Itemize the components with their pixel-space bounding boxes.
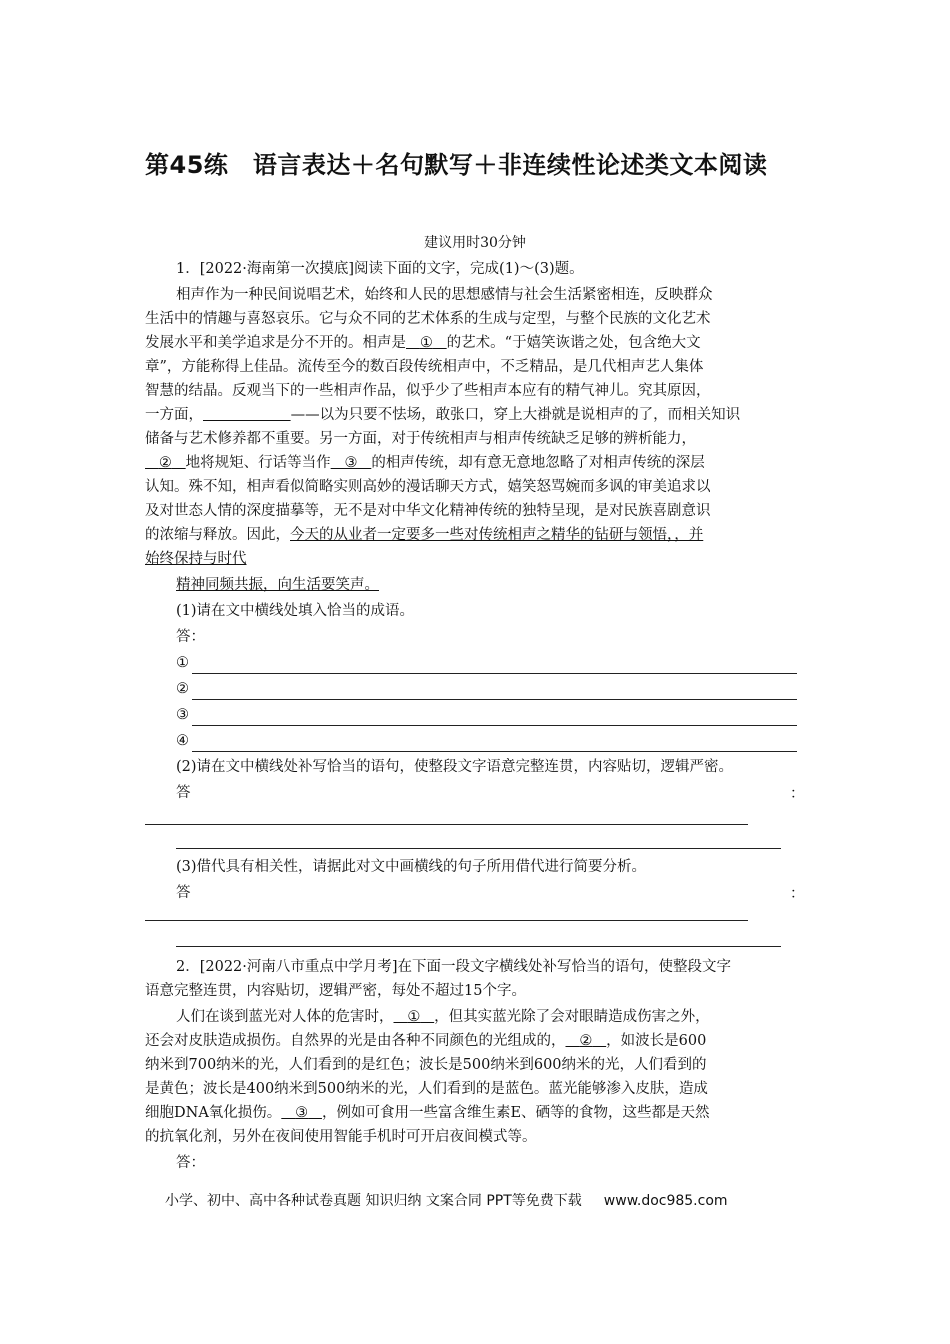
sub2-answer-line-1[interactable]: [145, 824, 748, 825]
q2-blank-3: ③: [295, 1105, 309, 1121]
q2-blank-2: ②: [579, 1033, 593, 1049]
q1-answer-label: 答：: [176, 629, 205, 645]
q1-sub2: (2)请在文中横线处补写恰当的语句，使整段文字语意完整连贯，内容贴切，逻辑严密。: [176, 759, 734, 775]
blank-3: ③: [344, 455, 358, 471]
q1-passage-line-1: 相声作为一种民间说唱艺术，始终和人民的思想感情与社会生活紧密相连，反映群众: [176, 287, 713, 303]
footer-url[interactable]: www.doc985.com: [603, 1193, 728, 1209]
blank-sentence: [203, 404, 291, 426]
page-title: 第45练 语言表达＋名句默写＋非连续性论述类文本阅读: [145, 151, 768, 179]
suggested-time: 建议用时30分钟: [424, 235, 526, 251]
q1-passage-line-11: 的浓缩与释放。因此，今天的从业者一定要多一些对传统相声之精华的钻研与领悟，，并: [145, 527, 704, 543]
q1-passage-line-4: 章”，方能称得上佳品。流传至今的数百段传统相声中，不乏精品，是几代相声艺人集体: [145, 359, 704, 375]
q2-header-2: 语意完整连贯，内容贴切，逻辑严密，每处不超过15个字。: [145, 983, 526, 999]
q1-sub3: (3)借代具有相关性，请据此对文中画横线的句子所用借代进行简要分析。: [176, 859, 647, 875]
colon-mark: ：: [790, 786, 805, 802]
sub3-answer-line-1[interactable]: [145, 920, 748, 921]
q2-passage-line-4: 是黄色；波长是400纳米到500纳米的光，人们看到的是蓝色。蓝光能够渗入皮肤，造成: [145, 1081, 708, 1097]
q2-passage-line-1: 人们在谈到蓝光对人体的危害时， ① ，但其实蓝光除了会对眼睛造成伤害之外，: [176, 1006, 710, 1028]
q2-passage-line-5: 细胞DNA氧化损伤。 ③ ，例如可食用一些富含维生素E、硒等的食物，这些都是天然: [145, 1102, 710, 1124]
q2-header-1: 2．[2022·河南八市重点中学月考]在下面一段文字横线处补写恰当的语句，使整段文字: [176, 959, 732, 975]
answer-line-2[interactable]: [192, 699, 797, 700]
blank-1: ①: [419, 335, 433, 351]
q1-header: 1．[2022·海南第一次摸底]阅读下面的文字，完成(1)～(3)题。: [176, 261, 584, 277]
answer-line-4[interactable]: [192, 751, 797, 752]
q1-sub1: (1)请在文中横线处填入恰当的成语。: [176, 603, 415, 619]
q1-sub2-answer: 答: [176, 785, 191, 801]
q1-passage-line-2: 生活中的情趣与喜怒哀乐。它与众不同的艺术体系的生成与定型，与整个民族的文化艺术: [145, 311, 711, 327]
q1-passage-line-9: 认知。殊不知，相声看似简略实则高妙的漫话聊天方式，嬉笑怒骂婉而多讽的审美追求以: [145, 479, 711, 495]
q1-passage-line-12: 始终保持与时代: [145, 551, 247, 567]
q1-passage-line-3: 发展水平和美学追求是分不开的。相声是 ① 的艺术。“于嬉笑诙谐之处，包含绝大文: [145, 332, 701, 354]
sub2-answer-line-2[interactable]: [176, 848, 781, 849]
q1-passage-line-8: ② 地将规矩、行话等当作 ③ 的相声传统，却有意无意地忽略了对相声传统的深层: [145, 452, 705, 474]
q1-passage-line-13: 精神同频共振，向生活要笑声。: [176, 577, 379, 593]
sub3-answer-line-2[interactable]: [176, 946, 781, 947]
footer: [165, 1190, 728, 1210]
q1-passage-line-10: 及对世态人情的深度描摹等，无不是对中华文化精神传统的独特呈现，是对民族喜剧意识: [145, 503, 711, 519]
q2-passage-line-2: 还会对皮肤造成损伤。自然界的光是由各种不同颜色的光组成的， ② ，如波长是600: [145, 1030, 706, 1052]
answer-num-4: ④: [176, 733, 189, 749]
q1-sub3-answer: 答: [176, 885, 191, 901]
q1-passage-line-7: 储备与艺术修养都不重要。另一方面，对于传统相声与相声传统缺乏足够的辨析能力，: [145, 431, 696, 447]
underlined-sentence: 今天的从业者一定要多一些对传统相声之精华的钻研与领悟，，并: [290, 527, 704, 543]
answer-num-3: ③: [176, 707, 189, 723]
q2-passage-line-3: 纳米到700纳米的光，人们看到的是红色；波长是500纳米到600纳米的光，人们看到的: [145, 1057, 707, 1073]
q2-answer-label: 答：: [176, 1155, 205, 1171]
q1-passage-line-5: 智慧的结晶。反观当下的一些相声作品，似乎少了些相声本应有的精气神儿。究其原因，: [145, 383, 711, 399]
answer-line-3[interactable]: [192, 725, 797, 726]
q1-passage-line-6: 一方面， ——以为只要不怯场，敢张口，穿上大褂就是说相声的了，而相关知识: [145, 404, 740, 426]
footer-text: 小学、初中、高中各种试卷真题 知识归纳 文案合同 PPT等免费下载: [165, 1193, 582, 1209]
answer-num-1: ①: [176, 655, 189, 671]
q2-blank-1: ①: [407, 1009, 421, 1025]
answer-line-1[interactable]: [192, 673, 797, 674]
q2-passage-line-6: 的抗氧化剂，另外在夜间使用智能手机时可开启夜间模式等。: [145, 1129, 537, 1145]
blank-2: ②: [158, 455, 172, 471]
colon-mark-2: ：: [790, 886, 805, 902]
answer-num-2: ②: [176, 681, 189, 697]
